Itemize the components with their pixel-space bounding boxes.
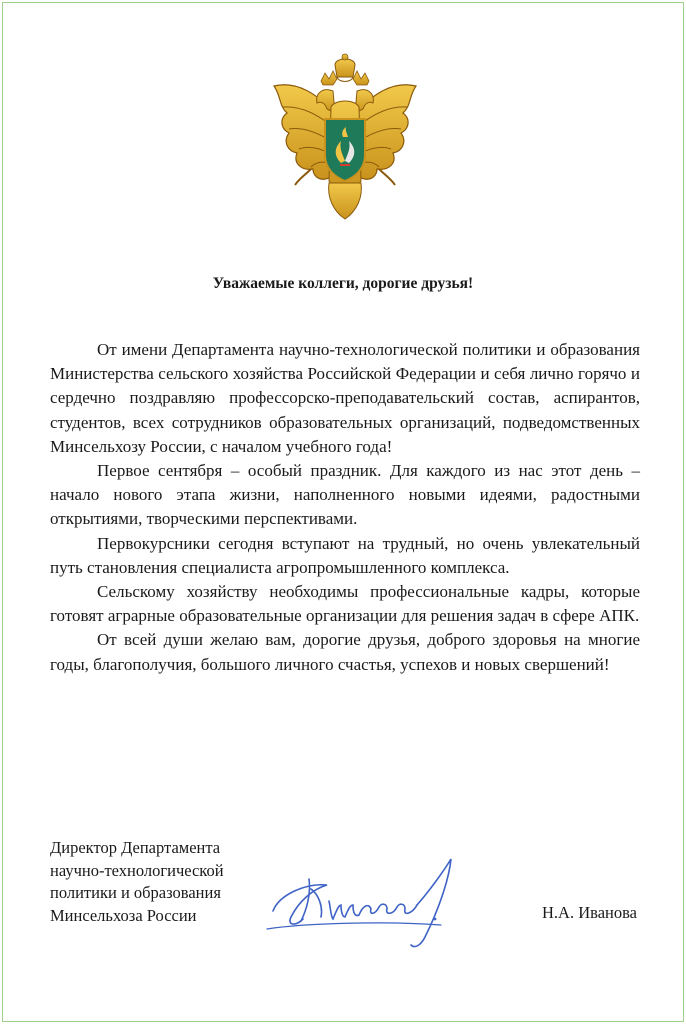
paragraph: От всей души желаю вам, дорогие друзья, доброго здоровья на многие годы, благополучия, большого личного счастья, успехов и новых свершений! xyxy=(50,630,640,674)
handwritten-signature xyxy=(265,849,465,953)
signer-title-line: Минсельхоза России xyxy=(50,905,197,925)
signer-title-line: научно-технологической xyxy=(50,860,224,880)
paragraph: Сельскому хозяйству необходимы профессиональные кадры, которые готовят аграрные образовательные организации для решения задач в сфере АПК. xyxy=(50,582,640,626)
paragraph: От имени Департамента научно-технологической политики и образования Министерства сельского хозяйства Российской Федерации и себя лично горячо и сердечно поздравляю профессорско-преподавательский состав, аспирантов, студентов, всех сотрудников образовательных организаций, подведомственных Минсельхозу России, с началом учебного года! xyxy=(50,340,640,456)
paragraph: Первокурсники сегодня вступают на трудный, но очень увлекательный путь становления специалиста агропромышленного комплекса. xyxy=(50,533,640,577)
letter-greeting: Уважаемые коллеги, дорогие друзья! xyxy=(212,275,474,292)
signer-title xyxy=(50,837,224,927)
signer-title-line: политики и образования xyxy=(50,883,221,902)
signer-name: Н.А. Иванова xyxy=(542,903,637,922)
signer-title-line: Директор Департамента xyxy=(50,838,221,857)
letter-page xyxy=(2,2,684,1022)
letter-body xyxy=(50,338,640,677)
paragraph: Первое сентября – особый праздник. Для каждого из нас этот день – начало нового этапа жизни, наполненного новыми идеями, радостными открытиями, творческими перспективами. xyxy=(50,461,640,529)
ministry-emblem-icon xyxy=(269,51,421,223)
